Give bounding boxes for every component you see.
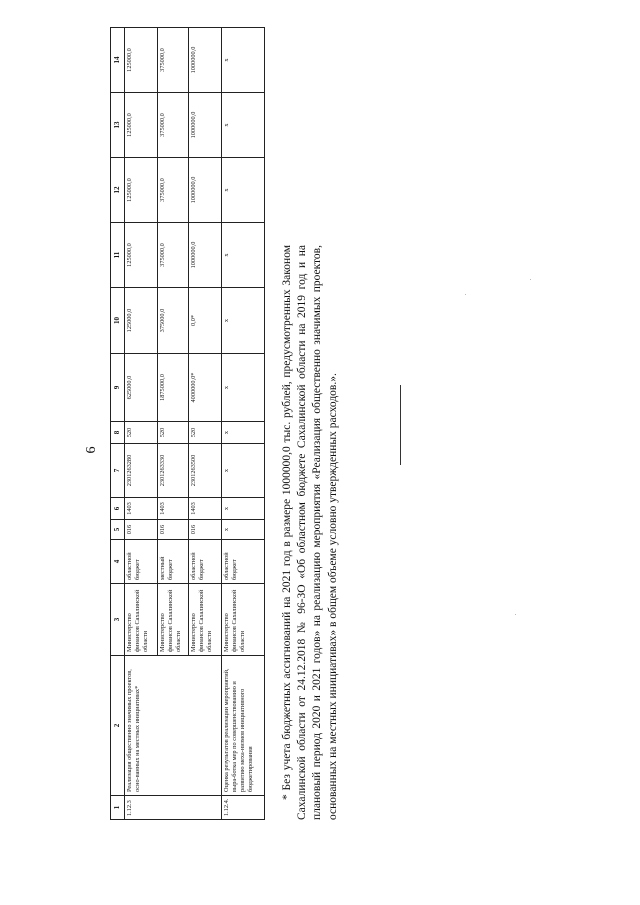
funding-source: местный бюджет bbox=[158, 540, 189, 584]
col-num: 9 bbox=[111, 354, 125, 422]
col-num: 10 bbox=[111, 288, 125, 354]
executor: Министерство финансов Сахалинской области bbox=[189, 584, 222, 656]
rz-pr: 1403 bbox=[158, 498, 189, 520]
csr: x bbox=[222, 444, 265, 498]
grbs: 016 bbox=[189, 520, 222, 540]
year-value: 1000000,0 bbox=[189, 28, 222, 93]
footnote-text: * Без учета бюджетных ассигнований на 2021 год в размере 1000000,0 тыс. рублей, предусмотренных Законом Сахалинской области от 24.12.2018 № 96-ЗО «Об областном бюджете Сахалинской области на 2019 год и на плановый период 2020 и 2021 годов» на реализацию мероприятия «Реализация общественно значимых проектов, основанных на местных инициативах» в общем объеме условно утвержденных расходов.». bbox=[281, 245, 339, 820]
vr: 520 bbox=[158, 422, 189, 444]
col-num: 1 bbox=[111, 796, 125, 820]
year-value: 125000,0 bbox=[125, 223, 158, 288]
year-value: 375000,0 bbox=[158, 93, 189, 158]
executor: Министерство финансов Сахалинской области bbox=[158, 584, 189, 656]
executor: Министерство финансов Сахалинской области bbox=[222, 584, 265, 656]
col-num: 14 bbox=[111, 28, 125, 93]
year-value: 375000,0 bbox=[158, 28, 189, 93]
col-num: 5 bbox=[111, 520, 125, 540]
total: x bbox=[222, 354, 265, 422]
col-num: 12 bbox=[111, 158, 125, 223]
col-num: 13 bbox=[111, 93, 125, 158]
activity-name: Оценка результатов реализации мероприятий, выра-ботка мер по совершенствованию и развитию меха-низмов инициативного бюджетирования bbox=[222, 656, 265, 796]
scan-speck bbox=[515, 614, 516, 615]
year-value: x bbox=[222, 158, 265, 223]
year-value: 1000000,0 bbox=[189, 158, 222, 223]
funding-source: областной бюджет bbox=[222, 540, 265, 584]
total: 625000,0 bbox=[125, 354, 158, 422]
col-num: 3 bbox=[111, 584, 125, 656]
vr: x bbox=[222, 422, 265, 444]
budget-table bbox=[110, 27, 265, 820]
row-number: 1.12.3 bbox=[125, 796, 222, 820]
total: 1875000,0 bbox=[158, 354, 189, 422]
footnote bbox=[280, 245, 341, 820]
year-value: x bbox=[222, 223, 265, 288]
col-num: 4 bbox=[111, 540, 125, 584]
year-value: 125000,0 bbox=[125, 158, 158, 223]
year-value: x bbox=[222, 93, 265, 158]
year-value: 125000,0 bbox=[125, 93, 158, 158]
total: 4000000,0* bbox=[189, 354, 222, 422]
col-num: 7 bbox=[111, 444, 125, 498]
year-value: 375000,0 bbox=[158, 158, 189, 223]
col-num: 2 bbox=[111, 656, 125, 796]
rz-pr: x bbox=[222, 498, 265, 520]
year-value: 1000000,0 bbox=[189, 93, 222, 158]
year-value: 375000,0 bbox=[158, 223, 189, 288]
row-number: 1.12.4. bbox=[222, 796, 265, 820]
year-value: 125000,0 bbox=[125, 288, 158, 354]
rz-pr: 1403 bbox=[125, 498, 158, 520]
separator-line bbox=[400, 385, 401, 465]
year-value: x bbox=[222, 288, 265, 354]
year-value: 375000,0 bbox=[158, 288, 189, 354]
table-row bbox=[222, 28, 265, 820]
grbs: 016 bbox=[158, 520, 189, 540]
vr: 520 bbox=[125, 422, 158, 444]
vr: 520 bbox=[189, 422, 222, 444]
funding-source: областной бюджет bbox=[125, 540, 158, 584]
scan-speck bbox=[530, 279, 531, 280]
col-num: 8 bbox=[111, 422, 125, 444]
rz-pr: 1403 bbox=[189, 498, 222, 520]
column-number-row bbox=[111, 28, 125, 820]
csr: 2301263330 bbox=[158, 444, 189, 498]
year-value: 125000,0 bbox=[125, 28, 158, 93]
activity-name: Реализация общественно значимых проектов, осно-ванных на местных инициативах* bbox=[125, 656, 222, 796]
executor: Министерство финансов Сахалинской области bbox=[125, 584, 158, 656]
year-value: x bbox=[222, 28, 265, 93]
col-num: 11 bbox=[111, 223, 125, 288]
year-value: 0,0* bbox=[189, 288, 222, 354]
scan-speck bbox=[465, 294, 466, 295]
funding-source: областной бюджет bbox=[189, 540, 222, 584]
table-row bbox=[125, 28, 158, 820]
year-value: 1000000,0 bbox=[189, 223, 222, 288]
csr: 2301263280 bbox=[125, 444, 158, 498]
grbs: 016 bbox=[125, 520, 158, 540]
csr: 2301263500 bbox=[189, 444, 222, 498]
grbs: x bbox=[222, 520, 265, 540]
col-num: 6 bbox=[111, 498, 125, 520]
page-number: 6 bbox=[84, 446, 99, 454]
rotated-page bbox=[10, 5, 630, 895]
